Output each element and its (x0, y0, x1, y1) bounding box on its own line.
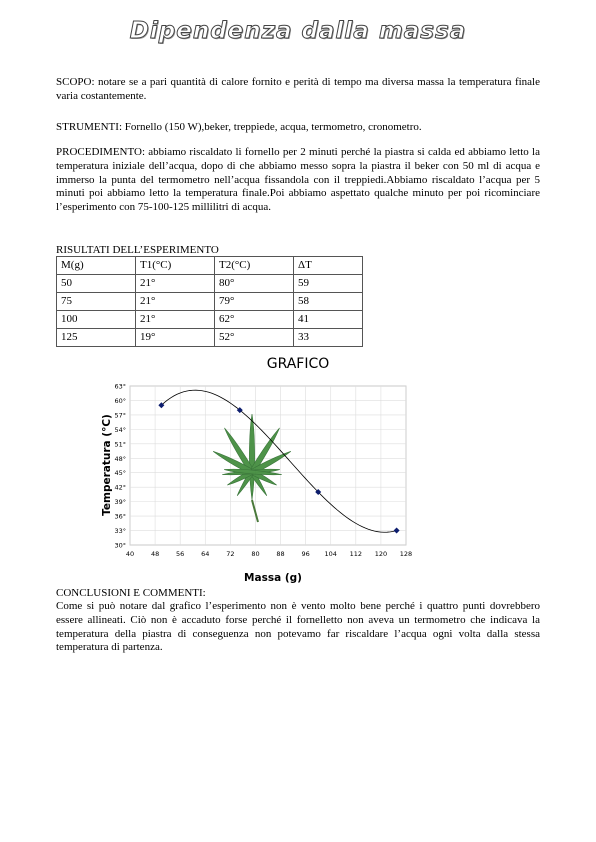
y-tick-label: 42° (114, 483, 126, 492)
y-axis-label: Temperatura (°C) (101, 414, 113, 516)
x-axis-ticks (126, 550, 412, 558)
x-tick-label: 96 (301, 550, 310, 558)
results-header-row (57, 257, 363, 275)
table-cell: 41 (294, 311, 363, 329)
conclusions-paragraph: Come si può notare dal grafico l’esperimento non è vento molto bene perché i quattro punti dovrebbero essere allineati. Ciò non è accaduto forse perché il fornelletto non aveva un termometro che indicava la temperatura della piastra di conseguenza non potevamo far riscaldare l’acqua ogni volta dalla stessa temperatura di partenza. (56, 600, 540, 654)
procedimento-paragraph: PROCEDIMENTO: abbiamo riscaldato li fornello per 2 minuti perché la piastra si calda ed abbiamo letto la temperatura iniziale dell’acqua, dopo di che abbiamo messo sopra la piastra il beker con 50 ml di acqua e immerso la punta del termometro nell’acqua fissandola con il treppiedi.Abbiamo riscaldato l’acqua per 5 minuti poi abbiamo letto la temperatura finale.Poi abbiamo aspettato qualche minuto per poi ricominciare l’esperimento con 75-100-125 millilitri di acqua. (56, 146, 540, 214)
x-tick-label: 104 (324, 550, 337, 558)
x-tick-label: 112 (349, 550, 363, 558)
x-tick-label: 72 (226, 550, 235, 558)
results-title: RISULTATI DELL’ESPERIMENTO (56, 244, 219, 256)
table-cell: 52° (215, 329, 294, 347)
table-cell: 19° (136, 329, 215, 347)
x-tick-label: 120 (374, 550, 388, 558)
table-cell: 79° (215, 293, 294, 311)
x-axis-label: Massa (g) (244, 572, 302, 584)
y-tick-label: 63° (114, 382, 126, 391)
chart-svg (90, 352, 426, 588)
table-cell: 62° (215, 311, 294, 329)
table-cell: 80° (215, 275, 294, 293)
y-tick-label: 51° (114, 440, 126, 449)
y-tick-label: 60° (114, 396, 126, 405)
table-cell: 59 (294, 275, 363, 293)
scopo-paragraph: SCOPO: notare se a pari quantità di calore fornito e perità di tempo ma diversa massa la temperatura finale varia costantemente. (56, 76, 540, 102)
x-tick-label: 40 (125, 550, 135, 558)
x-tick-label: 56 (176, 550, 185, 558)
y-tick-label: 36° (114, 512, 126, 521)
table-cell: 75 (57, 293, 136, 311)
header-cell: ΔT (294, 257, 363, 275)
y-tick-label: 30° (114, 541, 126, 550)
chart (90, 352, 426, 588)
table-row (57, 275, 363, 293)
x-tick-label: 80 (251, 550, 260, 558)
table-row (57, 293, 363, 311)
page-title: Dipendenza dalla massa (129, 18, 467, 44)
x-tick-label: 88 (276, 550, 285, 558)
table-cell: 125 (57, 329, 136, 347)
x-tick-label: 48 (150, 550, 160, 558)
y-tick-label: 57° (114, 411, 126, 420)
results-table (56, 256, 363, 347)
x-tick-label: 128 (399, 550, 413, 558)
y-tick-label: 45° (114, 469, 126, 478)
x-tick-label: 64 (201, 550, 210, 558)
header-cell: T1(°C) (136, 257, 215, 275)
table-cell: 21° (136, 275, 215, 293)
strumenti-paragraph: STRUMENTI: Fornello (150 W),beker, treppiede, acqua, termometro, cronometro. (56, 121, 422, 133)
table-cell: 50 (57, 275, 136, 293)
y-tick-label: 54° (114, 425, 126, 434)
table-cell: 21° (136, 311, 215, 329)
header-cell: M(g) (57, 257, 136, 275)
y-axis-ticks (114, 383, 126, 550)
y-tick-label: 48° (114, 454, 126, 463)
table-cell: 100 (57, 311, 136, 329)
table-cell: 21° (136, 293, 215, 311)
y-tick-label: 39° (114, 498, 126, 507)
table-row (57, 329, 363, 347)
table-cell: 33 (294, 329, 363, 347)
table-cell: 58 (294, 293, 363, 311)
conclusions-title: CONCLUSIONI E COMMENTI: (56, 587, 206, 599)
chart-heading: GRAFICO (266, 356, 330, 372)
table-row (57, 311, 363, 329)
y-tick-label: 33° (114, 527, 126, 536)
header-cell: T2(°C) (215, 257, 294, 275)
